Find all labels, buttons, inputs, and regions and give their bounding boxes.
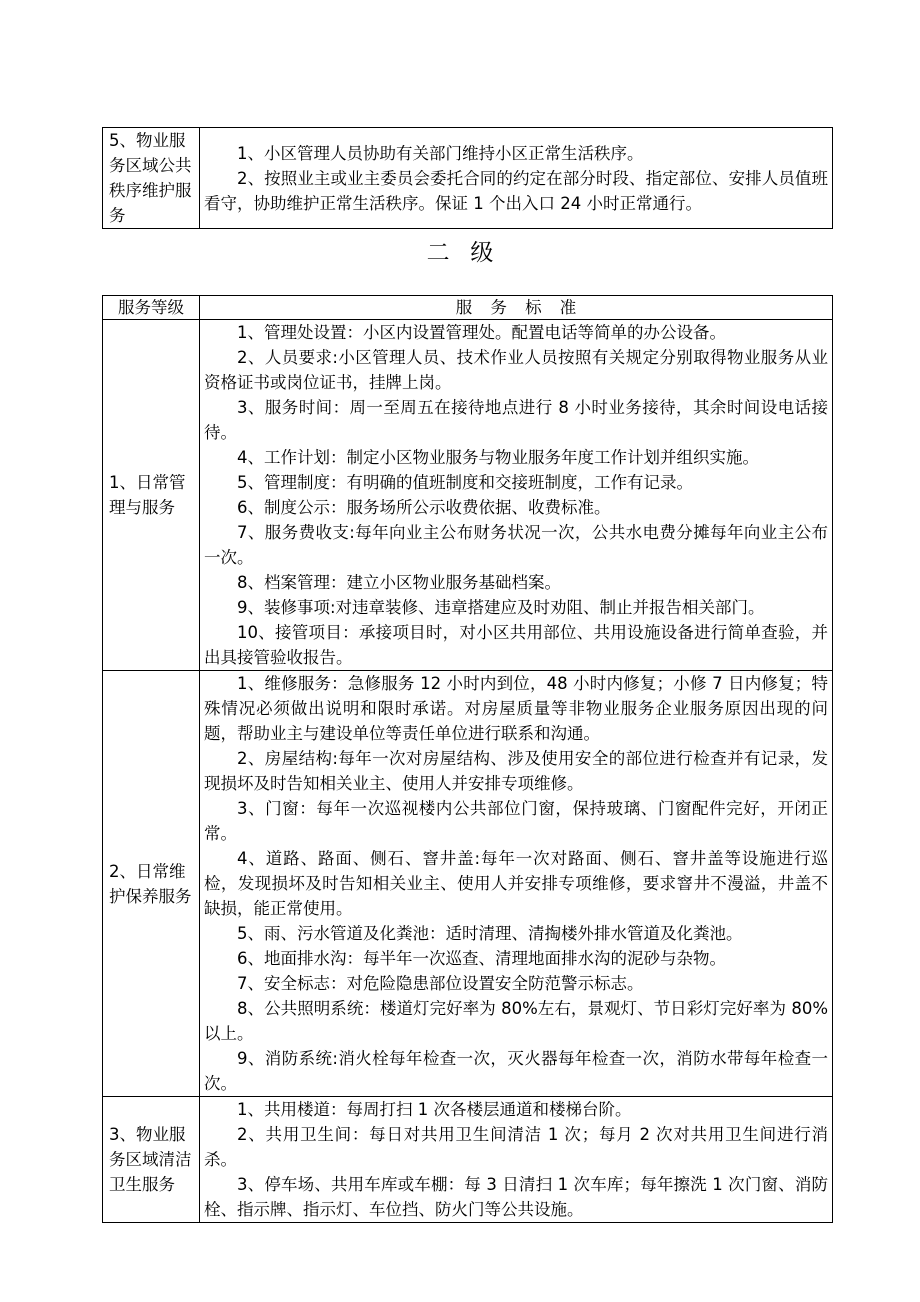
- table-row: [103, 128, 833, 229]
- standard-item: 6、制度公示：服务场所公示收费依据、收费标准。: [237, 498, 611, 517]
- standard-item: 8、公共照明系统：楼道灯完好率为 80%左右，景观灯、节日彩灯完好率为 80%以上。: [204, 999, 828, 1043]
- standard-item: 3、服务时间：周一至周五在接待地点进行 8 小时业务接待，其余时间设电话接待。: [204, 398, 828, 442]
- standard-item: 9、消防系统:消火栓每年检查一次，灭火器每年检查一次，消防水带每年检查一次。: [204, 1049, 828, 1093]
- standard-item: 1、小区管理人员协助有关部门维持小区正常生活秩序。: [237, 143, 644, 163]
- standard-item: 6、地面排水沟：每半年一次巡查、清理地面排水沟的泥砂与杂物。: [237, 949, 726, 968]
- top-standards-table: [102, 127, 833, 229]
- standard-item: 10、接管项目：承接项目时，对小区共用部位、共用设施设备进行简单查验，并出具接管验收报告。: [204, 623, 828, 667]
- standard-item: 5、管理制度：有明确的值班制度和交接班制度，工作有记录。: [237, 473, 693, 492]
- category-cell: 2、日常维护保养服务: [103, 671, 200, 1097]
- standard-item: 3、门窗：每年一次巡视楼内公共部位门窗，保持玻璃、门窗配件完好，开闭正常。: [204, 799, 828, 843]
- table-row: [103, 671, 833, 1097]
- standard-item: 2、房屋结构:每年一次对房屋结构、涉及使用安全的部位进行检查并有记录，发现损坏及时告知相关业主、使用人并安排专项维修。: [204, 749, 828, 793]
- header-level: 服务等级: [103, 296, 200, 320]
- table-header-row: [103, 296, 833, 320]
- standard-item: 7、服务费收支:每年向业主公布财务状况一次，公共水电费分摊每年向业主公布一次。: [204, 523, 828, 567]
- service-standards-table: [102, 295, 833, 1223]
- section-heading: 二级: [426, 240, 515, 266]
- standard-item: 4、道路、路面、侧石、窨井盖:每年一次对路面、侧石、窨井盖等设施进行巡检，发现损坏及时告知相关业主、使用人并安排专项维修，要求窨井不漫溢，井盖不缺损，能正常使用。: [204, 849, 828, 918]
- standard-item: 3、停车场、共用车库或车棚：每 3 日清扫 1 次车库；每年擦洗 1 次门窗、消防栓、指示牌、指示灯、车位挡、防火门等公共设施。: [204, 1175, 828, 1219]
- standard-item: 8、档案管理：建立小区物业服务基础档案。: [237, 573, 561, 592]
- standard-cell: [200, 1097, 833, 1223]
- standard-item: 7、安全标志：对危险隐患部位设置安全防范警示标志。: [237, 974, 644, 993]
- table-row: [103, 1097, 833, 1223]
- standard-item: 9、装修事项:对违章装修、违章搭建应及时劝阻、制止并报告相关部门。: [237, 598, 765, 617]
- standard-item: 2、按照业主或业主委员会委托合同的约定在部分时段、指定部位、安排人员值班看守，协助维护正常生活秩序。保证 1 个出入口 24 小时正常通行。: [204, 168, 828, 213]
- standard-cell: [200, 128, 833, 229]
- standard-item: 2、人员要求:小区管理人员、技术作业人员按照有关规定分别取得物业服务从业资格证书或岗位证书，挂牌上岗。: [204, 348, 828, 392]
- category-cell: 5、物业服务区域公共秩序维护服务: [103, 128, 200, 229]
- standard-cell: [200, 320, 833, 671]
- standard-item: 2、共用卫生间：每日对共用卫生间清洁 1 次；每月 2 次对共用卫生间进行消杀。: [204, 1125, 828, 1169]
- standard-item: 1、管理处设置：小区内设置管理处。配置电话等简单的办公设备。: [237, 323, 726, 342]
- standard-item: 1、维修服务：急修服务 12 小时内到位，48 小时内修复；小修 7 日内修复；特殊情况必须做出说明和限时承诺。对房屋质量等非物业服务企业服务原因出现的问题，帮助业主与建设单位等责任单位进行联系和沟通。: [204, 674, 828, 743]
- category-cell: 3、物业服务区域清洁卫生服务: [103, 1097, 200, 1223]
- header-standard: 服务标准: [200, 296, 833, 320]
- standard-cell: [200, 671, 833, 1097]
- standard-item: 1、共用楼道：每周打扫 1 次各楼层通道和楼梯台阶。: [237, 1100, 632, 1119]
- standard-item: 5、雨、污水管道及化粪池：适时清理、清掏楼外排水管道及化粪池。: [237, 924, 743, 943]
- table-row: [103, 320, 833, 671]
- category-cell: 1、日常管理与服务: [103, 320, 200, 671]
- standard-item: 4、工作计划：制定小区物业服务与物业服务年度工作计划并组织实施。: [237, 448, 759, 467]
